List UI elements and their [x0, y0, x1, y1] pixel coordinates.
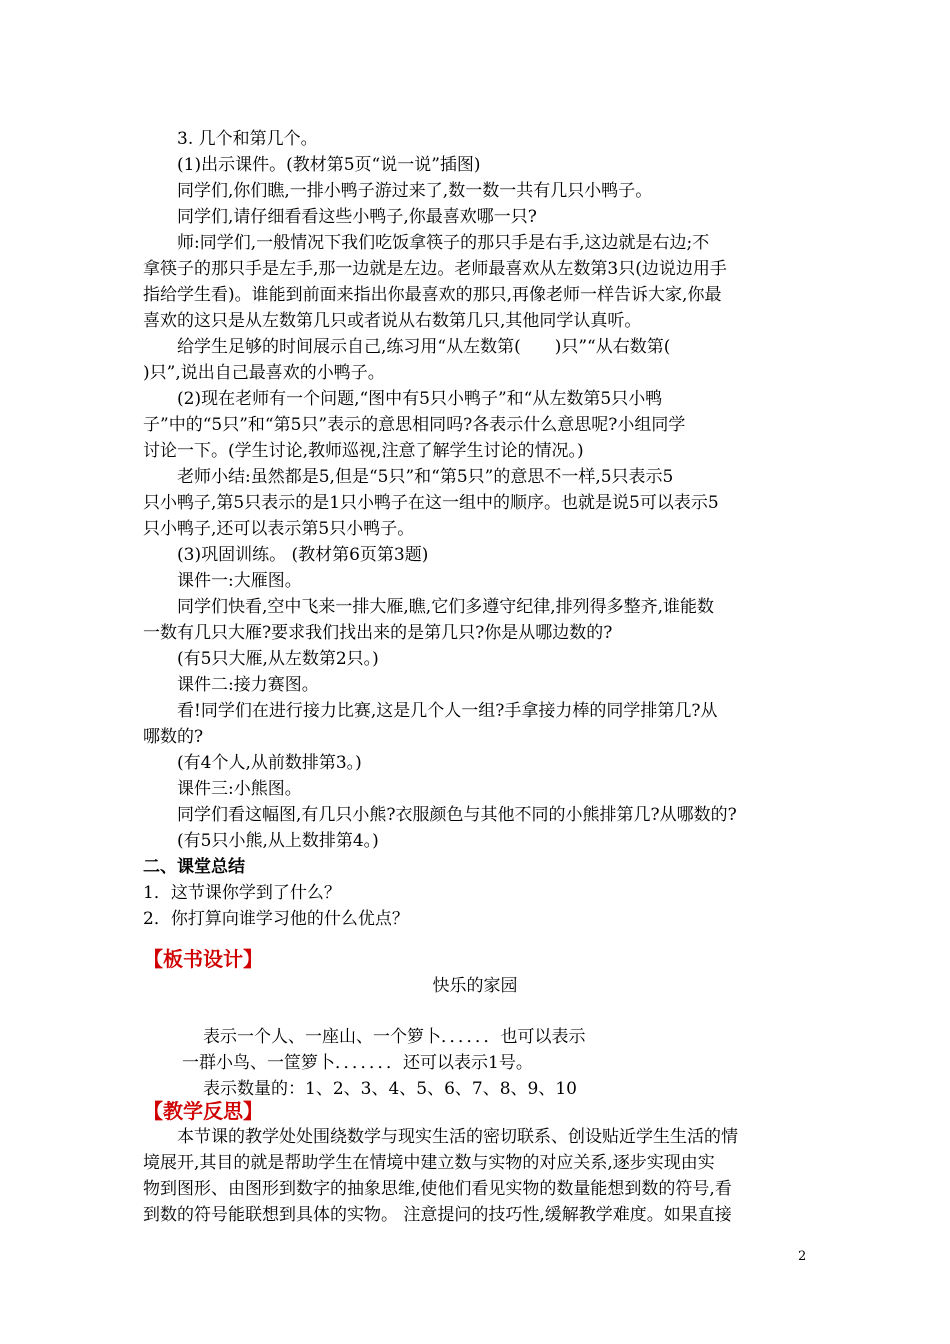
- paragraph-line: (有5只小熊,从上数排第4。): [177, 831, 379, 851]
- paragraph-line: 子”中的“5只”和“第5只”表示的意思相同吗?各表示什么意思呢?小组同学: [143, 415, 686, 435]
- page-number: 2: [798, 1249, 807, 1264]
- paragraph-line: 师:同学们,一般情况下我们吃饭拿筷子的那只手是右手,这边就是右边;不: [177, 233, 710, 253]
- paragraph-line: 看!同学们在进行接力比赛,这是几个人一组?手拿接力棒的同学排第几?从: [177, 701, 718, 721]
- paragraph-line: 只小鸭子,第5只表示的是1只小鸭子在这一组中的顺序。也就是说5可以表示5: [143, 493, 719, 513]
- paragraph-line: 课件一:大雁图。: [177, 571, 302, 591]
- paragraph-line: 同学们,你们瞧,一排小鸭子游过来了,数一数一共有几只小鸭子。: [177, 181, 653, 201]
- paragraph-line: 给学生足够的时间展示自己,练习用“从左数第( )只”“从右数第(: [177, 337, 671, 357]
- board-line: 表示数量的：1、2、3、4、5、6、7、8、9、10: [203, 1079, 577, 1099]
- paragraph-line: 讨论一下。(学生讨论,教师巡视,注意了解学生讨论的情况。): [143, 441, 584, 461]
- paragraph-line: (有4个人,从前数排第3。): [177, 753, 362, 773]
- paragraph-line: 本节课的教学处处围绕数学与现实生活的密切联系、创设贴近学生生活的情: [177, 1127, 738, 1147]
- section-heading: 3. 几个和第几个。: [177, 129, 318, 149]
- paragraph-line: 课件二:接力赛图。: [177, 675, 319, 695]
- paragraph-line: 同学们,请仔细看看这些小鸭子,你最喜欢哪一只?: [177, 207, 537, 227]
- paragraph-line: 课件三:小熊图。: [177, 779, 302, 799]
- list-item: 1．这节课你学到了什么？: [143, 883, 341, 903]
- reflection-heading: 【教学反思】: [143, 1099, 263, 1123]
- paragraph-line: (2)现在老师有一个问题,“图中有5只小鸭子”和“从左数第5只小鸭: [177, 389, 663, 409]
- paragraph-line: 同学们看这幅图,有几只小熊?衣服颜色与其他不同的小熊排第几?从哪数的?: [177, 805, 737, 825]
- paragraph-line: 拿筷子的那只手是左手,那一边就是左边。老师最喜欢从左数第3只(边说边用手: [143, 259, 727, 279]
- board-line: 表示一个人、一座山、一个箩卜．．．．．．也可以表示: [203, 1027, 586, 1047]
- board-line: 一群小鸟、一筐箩卜．．．．．．．还可以表示1号。: [182, 1053, 533, 1073]
- board-title: 快乐的家园: [432, 976, 518, 996]
- paragraph-line: (有5只大雁,从左数第2只。): [177, 649, 379, 669]
- paragraph-line: )只”,说出自己最喜欢的小鸭子。: [143, 363, 385, 383]
- paragraph-line: (1)出示课件。(教材第5页“说一说”插图): [177, 155, 481, 175]
- section-heading: 二、课堂总结: [143, 857, 245, 877]
- paragraph-line: (3)巩固训练。 (教材第6页第3题): [177, 545, 429, 565]
- paragraph-line: 同学们快看,空中飞来一排大雁,瞧,它们多遵守纪律,排列得多整齐,谁能数: [177, 597, 715, 617]
- paragraph-line: 物到图形、由图形到数字的抽象思维,使他们看见实物的数量能想到数的符号,看: [143, 1179, 732, 1199]
- paragraph-line: 只小鸭子,还可以表示第5只小鸭子。: [143, 519, 415, 539]
- list-item: 2．你打算向谁学习他的什么优点？: [143, 909, 409, 929]
- paragraph-line: 老师小结:虽然都是5,但是“5只”和“第5只”的意思不一样,5只表示5: [177, 467, 674, 487]
- paragraph-line: 哪数的?: [143, 727, 204, 747]
- paragraph-line: 一数有几只大雁?要求我们找出来的是第几只?你是从哪边数的?: [143, 623, 613, 643]
- paragraph-line: 喜欢的这只是从左数第几只或者说从右数第几只,其他同学认真听。: [143, 311, 642, 331]
- paragraph-line: 境展开,其目的就是帮助学生在情境中建立数与实物的对应关系,逐步实现由实: [143, 1153, 715, 1173]
- paragraph-line: 指给学生看)。谁能到前面来指出你最喜欢的那只,再像老师一样告诉大家,你最: [143, 285, 722, 305]
- board-design-heading: 【板书设计】: [143, 947, 263, 971]
- paragraph-line: 到数的符号能联想到具体的实物。 注意提问的技巧性,缓解教学难度。如果直接: [143, 1205, 732, 1225]
